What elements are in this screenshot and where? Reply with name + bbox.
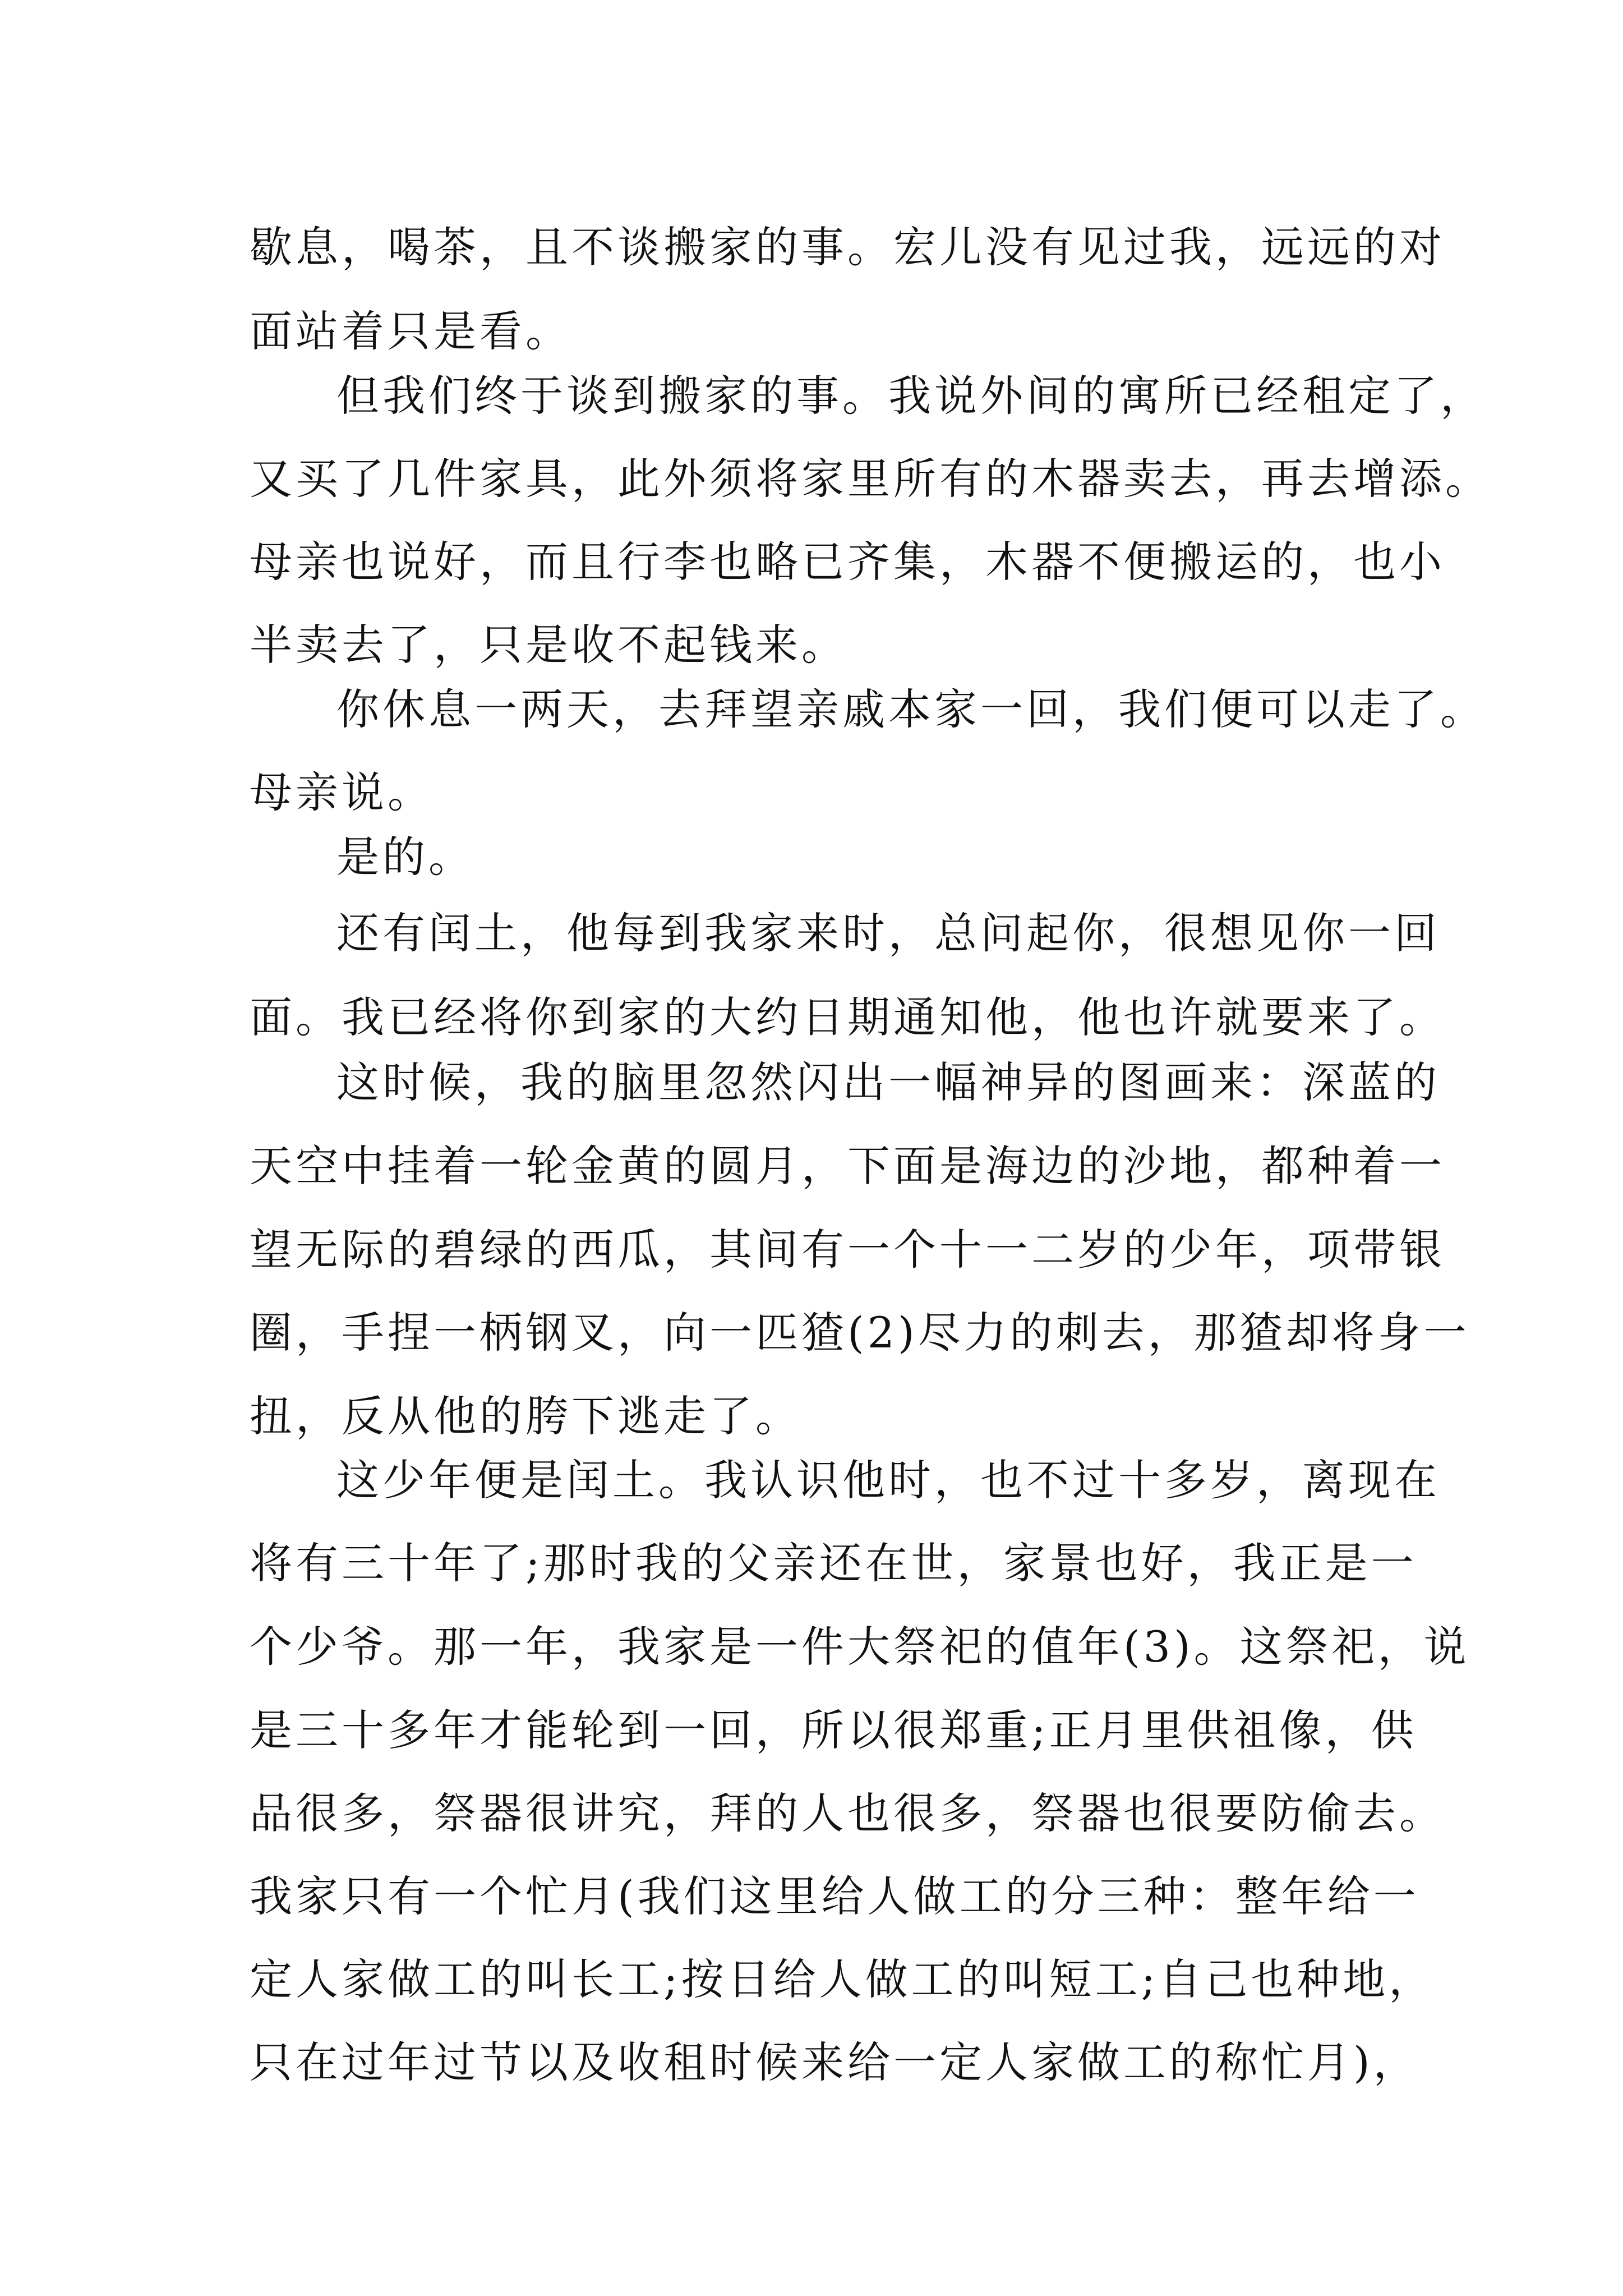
text-line: 个少爷。那一年，我家是一件大祭祀的值年(3)。这祭祀，说	[250, 1622, 1470, 1672]
text-line: 又买了几件家具，此外须将家里所有的木器卖去，再去增添。	[250, 454, 1491, 504]
text-line: 天空中挂着一轮金黄的圆月，下面是海边的沙地，都种着一	[250, 1141, 1445, 1191]
text-line: 这少年便是闰土。我认识他时，也不过十多岁，离现在	[336, 1455, 1440, 1505]
text-line: 定人家做工的叫长工;按日给人做工的叫短工;自己也种地，	[250, 1954, 1435, 2004]
text-line: 母亲说。	[250, 767, 434, 817]
text-line: 是三十多年才能轮到一回，所以很郑重;正月里供祖像，供	[250, 1705, 1417, 1755]
text-line: 圈，手捏一柄钢叉，向一匹猹(2)尽力的刺去，那猹却将身一	[250, 1308, 1470, 1358]
text-line: 我家只有一个忙月(我们这里给人做工的分三种：整年给一	[250, 1871, 1419, 1921]
text-line: 歇息，喝茶，且不谈搬家的事。宏儿没有见过我，远远的对	[250, 222, 1445, 272]
text-line: 面站着只是看。	[250, 306, 571, 356]
text-line: 还有闰土，他每到我家来时，总问起你，很想见你一回	[336, 908, 1440, 958]
text-line: 是的。	[336, 832, 474, 882]
text-line: 这时候，我的脑里忽然闪出一幅神异的图画来：深蓝的	[336, 1057, 1440, 1107]
text-line: 扭，反从他的胯下逃走了。	[250, 1391, 801, 1441]
text-line: 将有三十年了;那时我的父亲还在世，家景也好，我正是一	[250, 1538, 1417, 1588]
text-line: 但我们终于谈到搬家的事。我说外间的寓所已经租定了，	[336, 371, 1486, 421]
text-line: 你休息一两天，去拜望亲戚本家一回，我们便可以走了。	[336, 684, 1486, 734]
text-line: 母亲也说好，而且行李也略已齐集，木器不便搬运的，也小	[250, 537, 1445, 587]
text-line: 面。我已经将你到家的大约日期通知他，他也许就要来了。	[250, 992, 1445, 1042]
text-line: 望无际的碧绿的西瓜，其间有一个十一二岁的少年，项带银	[250, 1225, 1445, 1274]
text-line: 品很多，祭器很讲究，拜的人也很多，祭器也很要防偷去。	[250, 1788, 1445, 1838]
text-line: 半卖去了，只是收不起钱来。	[250, 620, 847, 670]
text-line: 只在过年过节以及收租时候来给一定人家做工的称忙月)，	[250, 2037, 1419, 2087]
